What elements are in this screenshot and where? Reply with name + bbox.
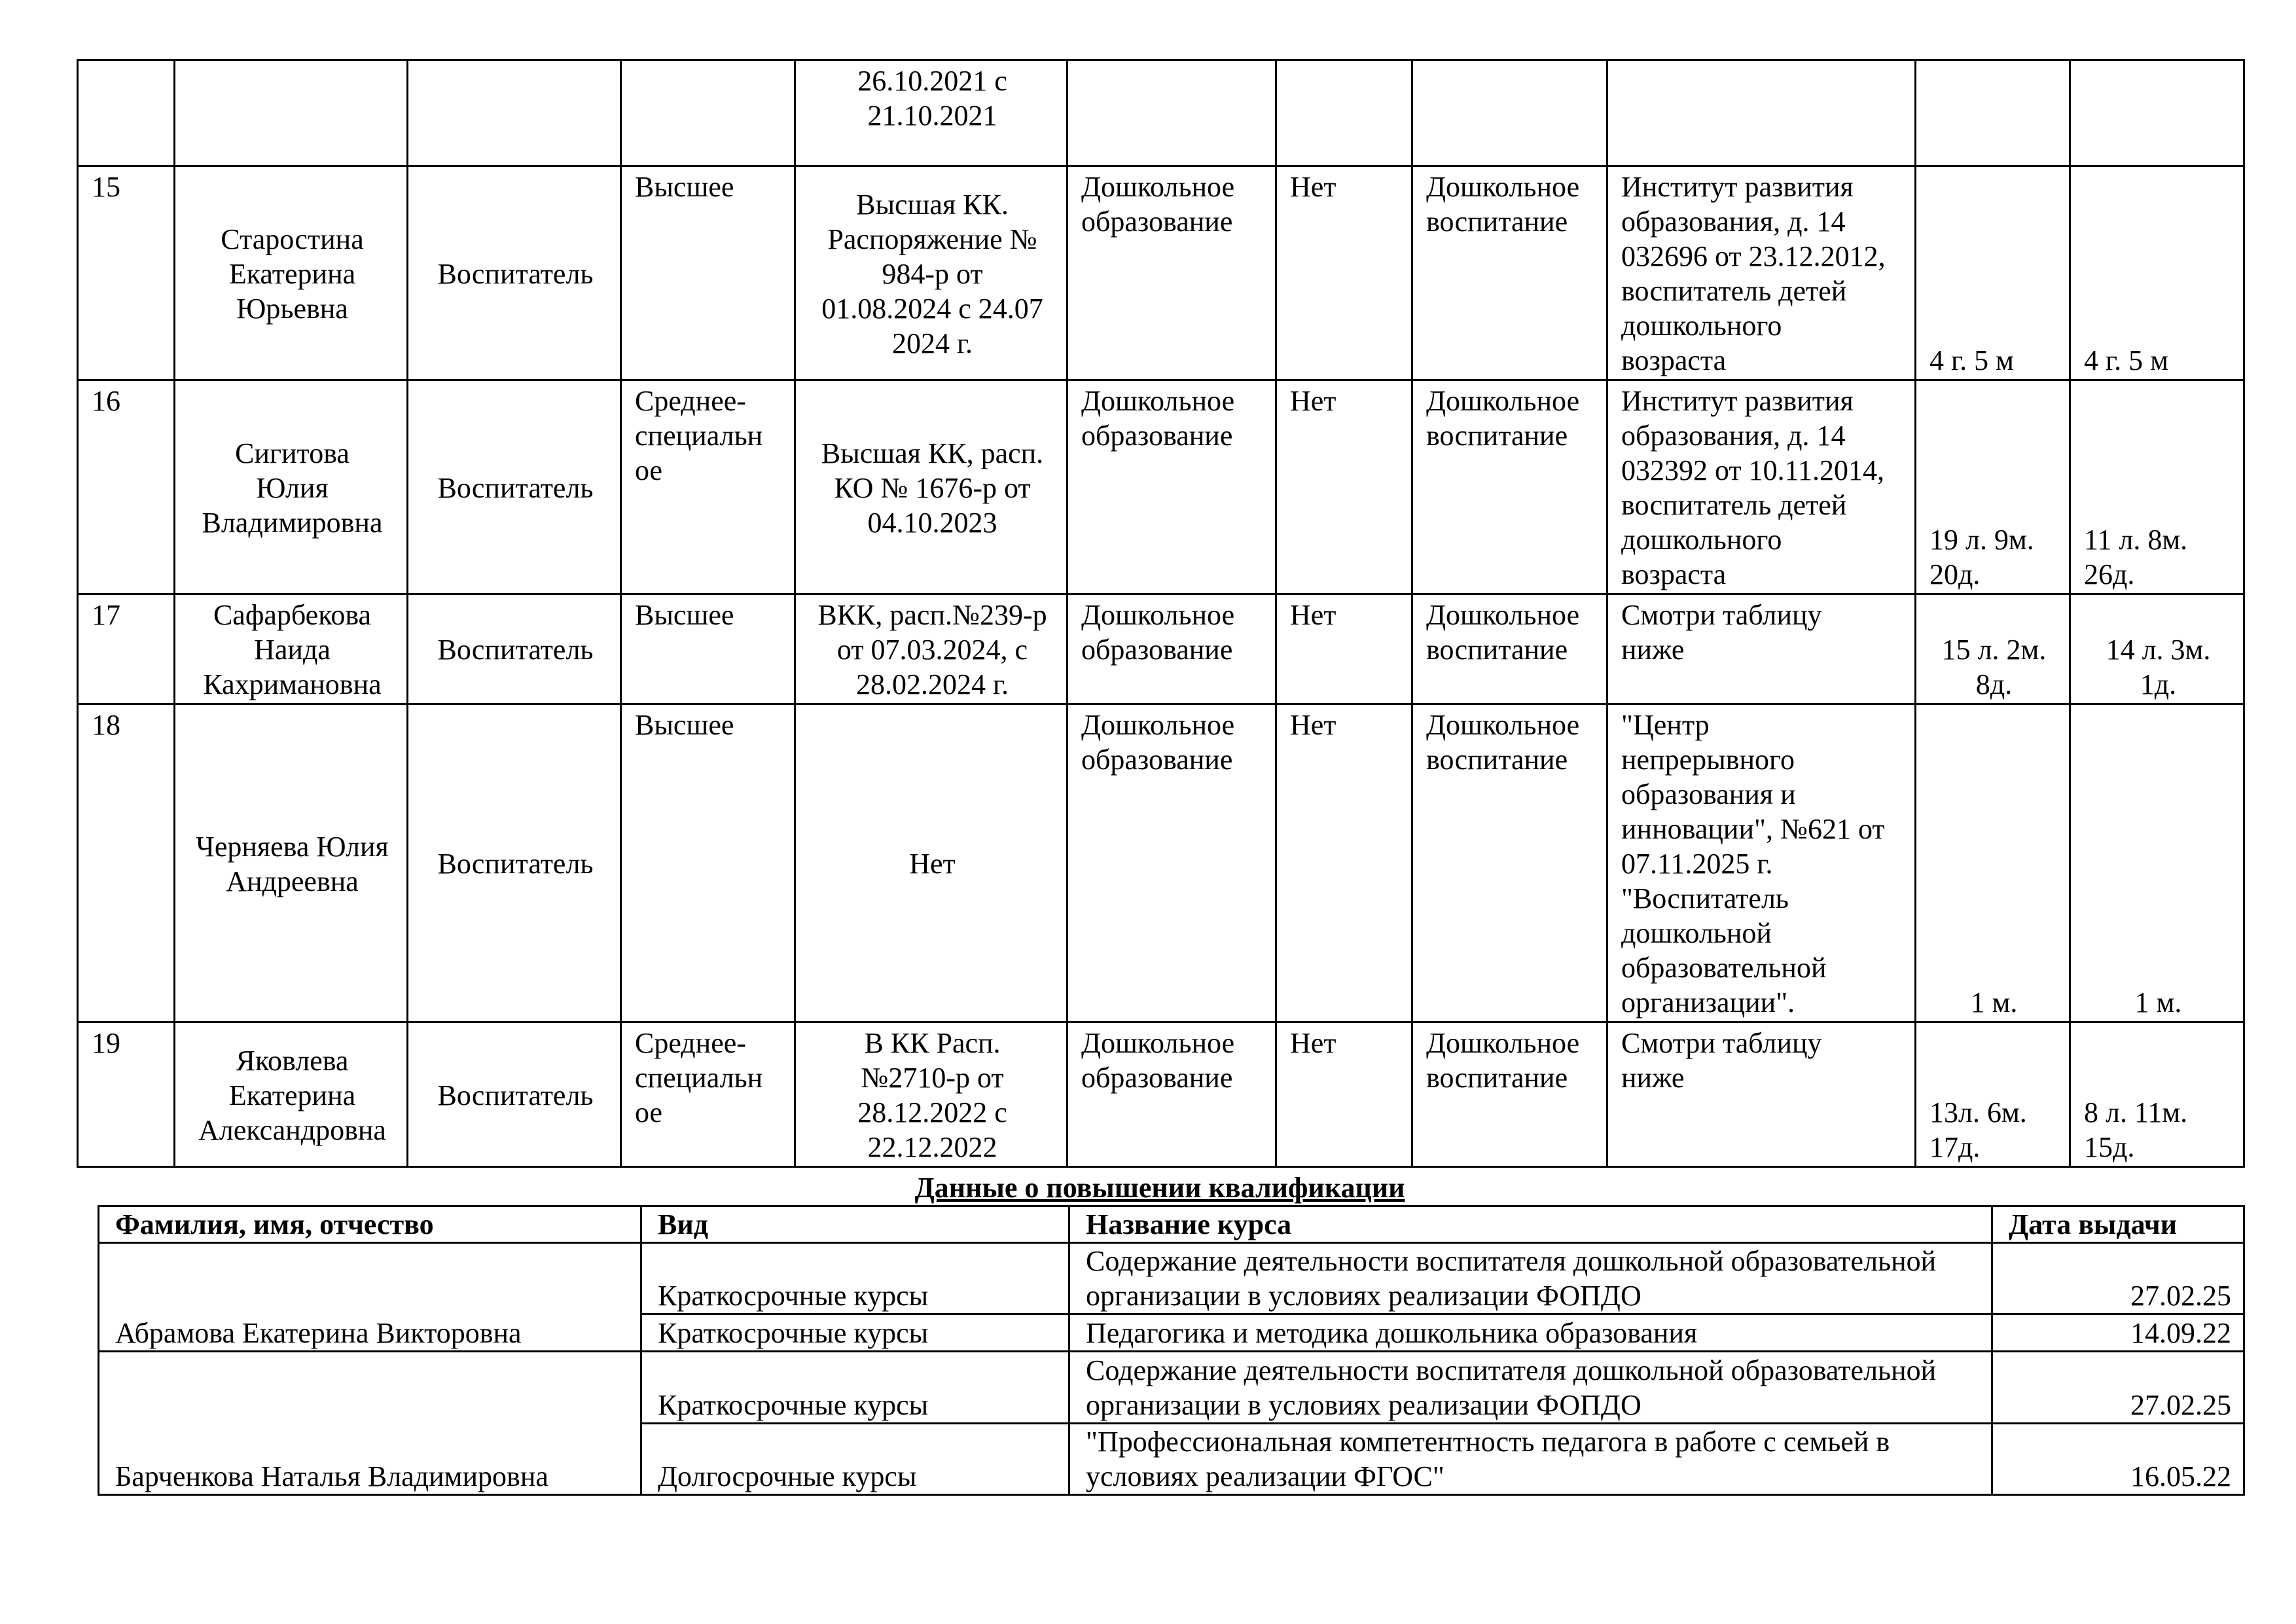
- employee-name: Черняева Юлия Андреевна: [175, 704, 408, 1022]
- education-level: [621, 60, 795, 166]
- training-table-header: [99, 1206, 2244, 1243]
- academic-degree: Нет: [1276, 380, 1412, 594]
- person-name: Абрамова Екатерина Викторовна: [99, 1243, 641, 1352]
- employee-position: Воспитатель: [408, 166, 621, 380]
- employee-name: Старостина Екатерина Юрьевна: [175, 166, 408, 380]
- academic-degree: [1276, 60, 1412, 166]
- qualification: Дошкольное воспитание: [1412, 380, 1607, 594]
- header-name: Фамилия, имя, отчество: [99, 1206, 641, 1243]
- issue-date: 16.05.22: [1992, 1424, 2244, 1495]
- specialty: Дошкольное образование: [1067, 166, 1276, 380]
- total-experience: 4 г. 5 м: [1916, 166, 2070, 380]
- staff-row: [78, 594, 2244, 704]
- employee-name: [175, 60, 408, 166]
- staff-row: [78, 60, 2244, 166]
- qualification-category: ВКК, расп.№239-р от 07.03.2024, с 28.02.2024 г.: [795, 594, 1067, 704]
- teaching-experience: 4 г. 5 м: [2070, 166, 2244, 380]
- teaching-experience: 8 л. 11м. 15д.: [2070, 1022, 2244, 1167]
- qualification-category: Высшая КК. Распоряжение № 984-р от 01.08.2024 с 24.07 2024 г.: [795, 166, 1067, 380]
- section-title: Данные о повышении квалификации: [914, 1172, 1405, 1204]
- academic-degree: Нет: [1276, 166, 1412, 380]
- academic-degree: Нет: [1276, 594, 1412, 704]
- specialty: [1067, 60, 1276, 166]
- diploma-info: "Центр непрерывного образования и инновации", №621 от 07.11.2025 г. "Воспитатель дошкольной образовательной организации".: [1607, 704, 1916, 1022]
- qualification: [1412, 60, 1607, 166]
- teaching-experience: 14 л. 3м. 1д.: [2070, 594, 2244, 704]
- specialty: Дошкольное образование: [1067, 704, 1276, 1022]
- staff-row: [78, 1022, 2244, 1167]
- qualification: Дошкольное воспитание: [1412, 704, 1607, 1022]
- specialty: Дошкольное образование: [1067, 380, 1276, 594]
- qualification-category: В КК Расп. №2710-р от 28.12.2022 с 22.12.2022: [795, 1022, 1067, 1167]
- total-experience: 1 м.: [1916, 704, 2070, 1022]
- qualification-category: 26.10.2021 с 21.10.2021: [795, 60, 1067, 166]
- issue-date: 27.02.25: [1992, 1243, 2244, 1314]
- staff-table: [77, 59, 2245, 1168]
- training-table: [98, 1205, 2245, 1496]
- course-name: Содержание деятельности воспитателя дошкольной образовательной организации в условиях реализации ФОПДО: [1069, 1243, 1992, 1314]
- header-type: Вид: [641, 1206, 1069, 1243]
- qualification: Дошкольное воспитание: [1412, 594, 1607, 704]
- employee-position: Воспитатель: [408, 1022, 621, 1167]
- total-experience: [1916, 60, 2070, 166]
- issue-date: 27.02.25: [1992, 1352, 2244, 1424]
- diploma-info: [1607, 60, 1916, 166]
- total-experience: 15 л. 2м. 8д.: [1916, 594, 2070, 704]
- row-number: 17: [78, 594, 175, 704]
- course-type: Краткосрочные курсы: [641, 1352, 1069, 1424]
- education-level: Среднее- специальн ое: [621, 1022, 795, 1167]
- course-name: Содержание деятельности воспитателя дошкольной образовательной организации в условиях реализации ФОПДО: [1069, 1352, 1992, 1424]
- employee-position: Воспитатель: [408, 704, 621, 1022]
- teaching-experience: 11 л. 8м. 26д.: [2070, 380, 2244, 594]
- row-number: 18: [78, 704, 175, 1022]
- teaching-experience: 1 м.: [2070, 704, 2244, 1022]
- qualification: Дошкольное воспитание: [1412, 166, 1607, 380]
- total-experience: 19 л. 9м. 20д.: [1916, 380, 2070, 594]
- academic-degree: Нет: [1276, 704, 1412, 1022]
- course-type: Краткосрочные курсы: [641, 1314, 1069, 1352]
- staff-row: [78, 166, 2244, 380]
- qualification-category: Высшая КК, расп. КО № 1676-р от 04.10.2023: [795, 380, 1067, 594]
- document-sheet: [77, 59, 2243, 1496]
- qualification-category: Нет: [795, 704, 1067, 1022]
- staff-row: [78, 380, 2244, 594]
- education-level: Среднее- специальн ое: [621, 380, 795, 594]
- issue-date: 14.09.22: [1992, 1314, 2244, 1352]
- row-number: 16: [78, 380, 175, 594]
- training-row: [99, 1352, 2244, 1424]
- section-title-wrap: [77, 1170, 2243, 1205]
- diploma-info: Институт развития образования, д. 14 032696 от 23.12.2012, воспитатель детей дошкольного возраста: [1607, 166, 1916, 380]
- row-number: 15: [78, 166, 175, 380]
- employee-name: Сигитова Юлия Владимировна: [175, 380, 408, 594]
- training-row: [99, 1243, 2244, 1314]
- employee-position: Воспитатель: [408, 380, 621, 594]
- education-level: Высшее: [621, 166, 795, 380]
- diploma-info: Смотри таблицу ниже: [1607, 594, 1916, 704]
- employee-position: Воспитатель: [408, 594, 621, 704]
- qualification: Дошкольное воспитание: [1412, 1022, 1607, 1167]
- row-number: [78, 60, 175, 166]
- course-name: "Профессиональная компетентность педагога в работе с семьей в условиях реализации ФГОС": [1069, 1424, 1992, 1495]
- diploma-info: Смотри таблицу ниже: [1607, 1022, 1916, 1167]
- diploma-info: Институт развития образования, д. 14 032392 от 10.11.2014, воспитатель детей дошкольного возраста: [1607, 380, 1916, 594]
- education-level: Высшее: [621, 704, 795, 1022]
- specialty: Дошкольное образование: [1067, 594, 1276, 704]
- course-name: Педагогика и методика дошкольника образования: [1069, 1314, 1992, 1352]
- employee-name: Яковлева Екатерина Александровна: [175, 1022, 408, 1167]
- employee-position: [408, 60, 621, 166]
- employee-name: Сафарбекова Наида Кахримановна: [175, 594, 408, 704]
- course-type: Краткосрочные курсы: [641, 1243, 1069, 1314]
- teaching-experience: [2070, 60, 2244, 166]
- staff-row: [78, 704, 2244, 1022]
- academic-degree: Нет: [1276, 1022, 1412, 1167]
- total-experience: 13л. 6м. 17д.: [1916, 1022, 2070, 1167]
- row-number: 19: [78, 1022, 175, 1167]
- header-course: Название курса: [1069, 1206, 1992, 1243]
- header-date: Дата выдачи: [1992, 1206, 2244, 1243]
- education-level: Высшее: [621, 594, 795, 704]
- person-name: Барченкова Наталья Владимировна: [99, 1352, 641, 1495]
- specialty: Дошкольное образование: [1067, 1022, 1276, 1167]
- course-type: Долгосрочные курсы: [641, 1424, 1069, 1495]
